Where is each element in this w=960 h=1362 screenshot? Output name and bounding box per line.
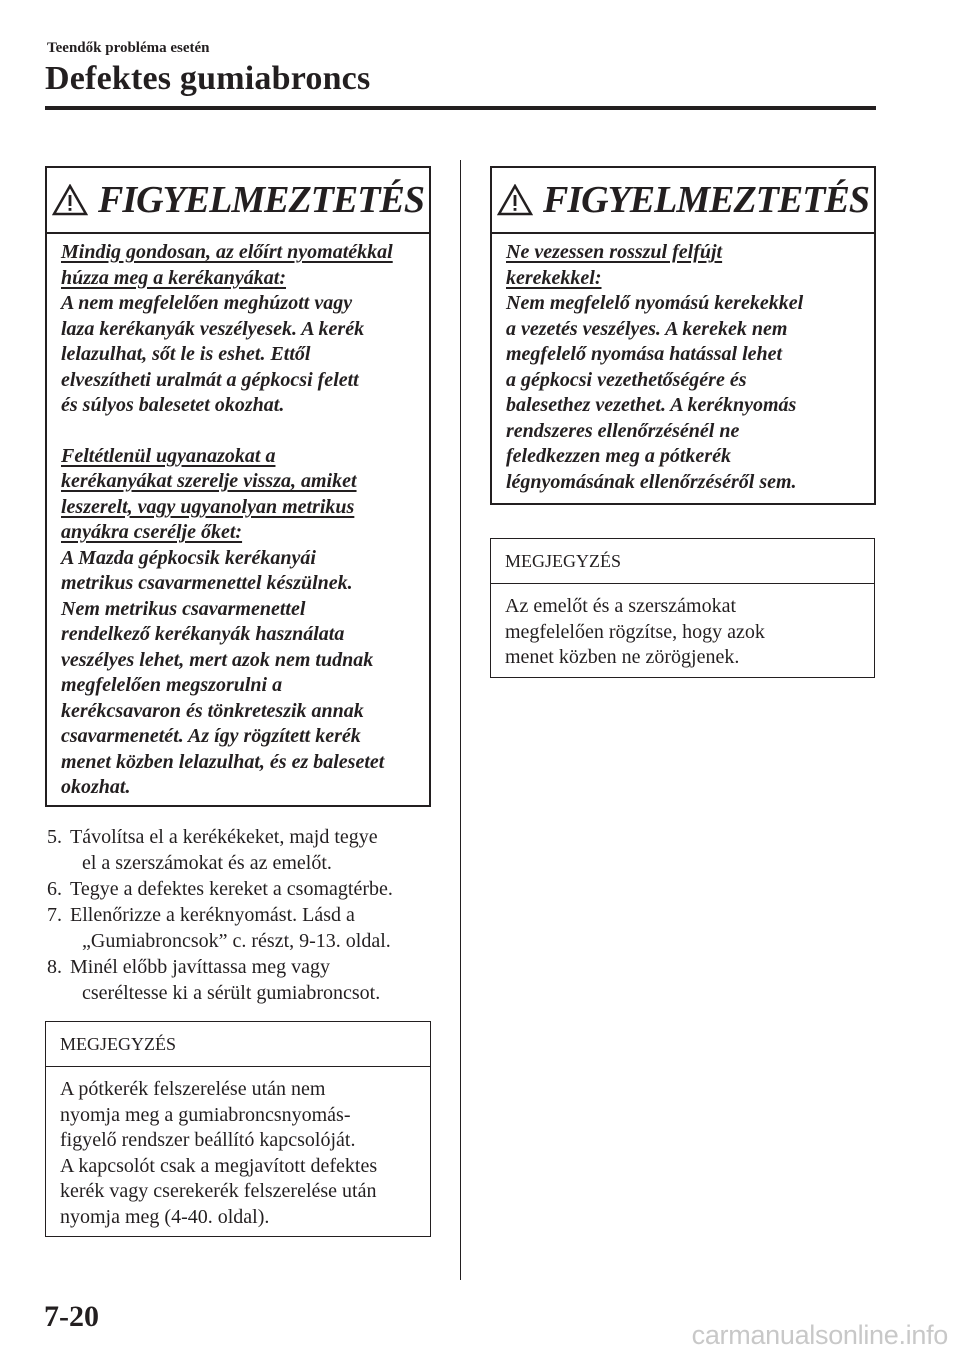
warning-subtitle	[506, 240, 858, 291]
text-line: Feltétlenül ugyanazokat a	[61, 444, 276, 467]
text-line: menet közben ne zörögjenek.	[505, 646, 740, 668]
warning-triangle-icon	[497, 184, 533, 216]
step-number: 7.	[47, 904, 62, 926]
text-line: nyomja meg (4-40. oldal).	[60, 1205, 270, 1228]
watermark: carmanualsonline.info	[691, 1320, 948, 1350]
text-line: figyelő rendszer beállító kapcsolóját.	[60, 1129, 356, 1151]
list-item	[47, 902, 447, 954]
text-line: okozhat.	[61, 776, 131, 798]
text-line: leszerelt, vagy ugyanolyan metrikus	[61, 495, 355, 518]
text-line: csavarmenetét. Az így rögzített kerék	[61, 725, 361, 747]
note-box-right	[490, 538, 875, 678]
text-line: anyákra cserélje őket:	[61, 521, 243, 543]
section-label: Teendők probléma esetén	[47, 40, 210, 56]
step-number: 8.	[47, 956, 62, 978]
warning-box-right	[490, 166, 876, 505]
text-line: menet közben lelazulhat, és ez balesetet	[61, 750, 385, 773]
text-line: megfelelően rögzítse, hogy azok	[505, 620, 765, 643]
text-line: laza kerékanyák veszélyesek. A kerék	[61, 317, 365, 340]
text-line: Ne vezessen rosszul felfújt	[506, 241, 723, 263]
text-line: a gépkocsi vezethetőségére és	[506, 368, 747, 391]
warning-paragraph	[61, 291, 413, 419]
step-text	[70, 824, 447, 876]
text-line: kerékanyákat szerelje vissza, amiket	[61, 470, 357, 492]
text-line: és súlyos balesetet okozhat.	[61, 394, 285, 416]
page-title: Defektes gumiabroncs	[45, 60, 371, 97]
warning-heading	[492, 168, 874, 234]
text-line: elveszítheti uralmát a gépkocsi felett	[61, 368, 359, 391]
note-heading: MEGJEGYZÉS	[491, 539, 874, 584]
step-number: 6.	[47, 878, 62, 900]
warning-body	[492, 234, 874, 505]
title-rule	[45, 106, 876, 110]
text-line: Tegye a defektes kereket a csomagtérbe.	[70, 878, 393, 900]
step-text	[70, 902, 447, 954]
text-line: Nem metrikus csavarmenettel	[61, 597, 306, 620]
text-line: nyomja meg a gumiabroncsnyomás-	[60, 1103, 351, 1126]
text-line: a vezetés veszélyes. A kerekek nem	[506, 317, 788, 340]
warning-subtitle	[61, 240, 413, 291]
text-line: „Gumiabroncsok” c. részt, 9-13. oldal.	[82, 930, 391, 952]
text-line: el a szerszámokat és az emelőt.	[82, 852, 332, 874]
text-line: metrikus csavarmenettel készülnek.	[61, 572, 353, 594]
text-line: A nem megfelelően meghúzott vagy	[61, 292, 353, 314]
warning-paragraph	[61, 546, 413, 801]
text-line: A pótkerék felszerelése után nem	[60, 1078, 326, 1100]
text-line: Ellenőrizze a keréknyomást. Lásd a	[70, 904, 355, 926]
steps-list	[47, 824, 447, 1006]
text-line: légnyomásának ellenőrzéséről sem.	[506, 470, 797, 493]
text-line: Távolítsa el a kerékékeket, majd tegye	[70, 826, 378, 848]
text-line: feledkezzen meg a pótkerék	[506, 445, 731, 467]
text-line: húzza meg a kerékanyákat:	[61, 266, 286, 289]
text-line: Minél előbb javíttassa meg vagy	[70, 956, 330, 978]
text-line: lelazulhat, sőt le is eshet. Ettől	[61, 343, 311, 365]
note-body	[491, 584, 874, 681]
warning-paragraph	[506, 291, 858, 495]
text-line: rendelkező kerékanyák használata	[61, 623, 345, 645]
text-line: kerék vagy cserekerék felszerelése után	[60, 1180, 377, 1202]
warning-triangle-icon	[52, 184, 88, 216]
text-line: cseréltesse ki a sérült gumiabroncsot.	[82, 982, 381, 1004]
warning-heading-text: FIGYELMEZTETÉS	[98, 179, 424, 221]
list-item	[47, 824, 447, 876]
text-line: megfelelően megszorulni a	[61, 674, 283, 696]
text-line: A Mazda gépkocsik kerékanyái	[61, 546, 316, 569]
text-line: rendszeres ellenőrzésénél ne	[506, 419, 740, 442]
text-line: Az emelőt és a szerszámokat	[505, 595, 737, 617]
list-item	[47, 876, 447, 902]
step-number: 5.	[47, 826, 62, 848]
text-line: Mindig gondosan, az előírt nyomatékkal	[61, 241, 393, 263]
text-line: megfelelő nyomása hatással lehet	[506, 343, 783, 365]
text-line: kerékcsavaron és tönkreteszik annak	[61, 699, 364, 722]
text-line: balesethez vezethet. A keréknyomás	[506, 394, 797, 416]
column-divider	[460, 160, 461, 1280]
note-heading: MEGJEGYZÉS	[46, 1022, 430, 1067]
step-text	[70, 876, 447, 902]
warning-heading-text: FIGYELMEZTETÉS	[543, 179, 869, 221]
page-number: 7-20	[44, 1300, 99, 1333]
note-body	[46, 1067, 430, 1240]
text-line: kerekekkel:	[506, 266, 602, 289]
warning-subtitle	[61, 444, 413, 546]
text-line: veszélyes lehet, mert azok nem tudnak	[61, 648, 374, 671]
warning-box-left	[45, 166, 431, 807]
warning-heading	[47, 168, 429, 234]
text-line: Nem megfelelő nyomású kerekekkel	[506, 292, 804, 314]
list-item	[47, 954, 447, 1006]
warning-body	[47, 234, 429, 811]
step-text	[70, 954, 447, 1006]
text-line: A kapcsolót csak a megjavított defektes	[60, 1154, 378, 1177]
note-box-left	[45, 1021, 431, 1237]
